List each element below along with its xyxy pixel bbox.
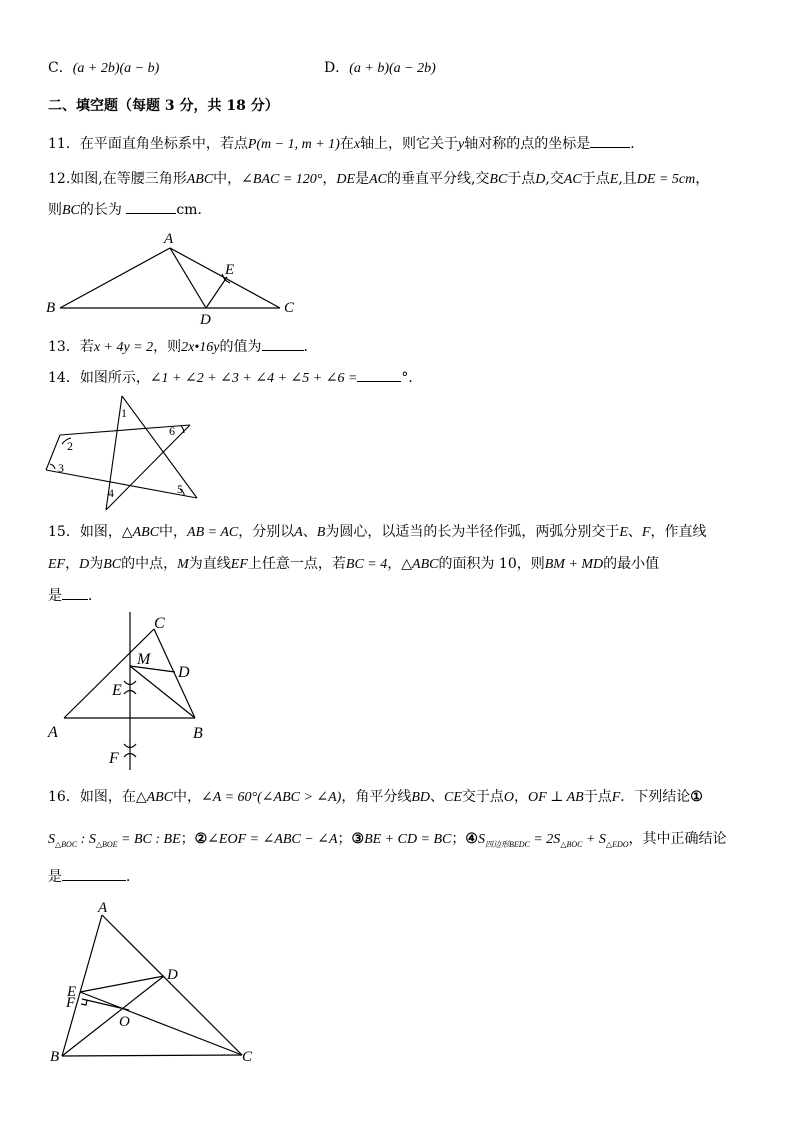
- answer-blank[interactable]: [357, 367, 401, 382]
- label-c: C: [154, 615, 165, 632]
- question-15-line3: 是 ．: [48, 585, 102, 606]
- angle-label-4: 4: [108, 486, 114, 500]
- section-title: 二、填空题（每题 3 分，共 18 分）: [48, 98, 279, 114]
- label-a: A: [164, 231, 174, 247]
- segment-bd: [62, 976, 164, 1056]
- label-c: C: [284, 300, 295, 316]
- segment-of: [82, 999, 129, 1010]
- question-15-line2: EF，D为BC的中点，M为直线EF上任意一点，若BC = 4，△ABC的面积为 10，则BM + MD的最小值: [48, 556, 660, 572]
- question-16: 16．如图，在△ABC中，∠A = 60°(∠ABC > ∠A)，角平分线BD、CE交于点O，OF ⊥ AB于点F．下列结论①: [48, 789, 703, 805]
- label-d: D: [178, 664, 190, 681]
- question-14: 14．如图所示，∠1 + ∠2 + ∠3 + ∠4 + ∠5 + ∠6 = °．: [48, 367, 422, 389]
- segment-ad: [170, 248, 206, 308]
- label-e: E: [112, 682, 122, 699]
- figure-12: [40, 228, 310, 328]
- label-o: O: [119, 1014, 130, 1030]
- label-m: M: [137, 651, 151, 668]
- question-15: 15．如图，△ABC中，AB = AC，分别以A、B为圆心，以适当的长为半径作弧，两弧分别交于E、F，作直线: [48, 524, 707, 540]
- question-11: 11．在平面直角坐标系中，若点P(m − 1, m + 1)在x轴上，则它关于y轴对称的点的坐标是 ．: [48, 133, 644, 155]
- answer-blank[interactable]: [262, 336, 304, 351]
- answer-blank[interactable]: [590, 133, 630, 148]
- question-16-line2: $S_{\triangle BOC}$ : $S_{\triangle BOE}$ = BC : BE；②∠EOF = ∠ABC − ∠A；③BE + CD = BC；$④S_{四边形BEDC} = 2S_{\triangle BOC} + S_{\triangle EDO}$，其中正确结论: [48, 831, 727, 849]
- angle-label-5: 5: [177, 482, 183, 496]
- figure-16: [40, 895, 270, 1070]
- angle-label-3: 3: [58, 461, 64, 475]
- segment-bc: [62, 1055, 242, 1056]
- label-a: A: [98, 900, 108, 916]
- label-b: B: [193, 725, 203, 742]
- angle-label-1: 1: [121, 406, 127, 420]
- figure-15: [40, 608, 220, 773]
- figure-14: [40, 392, 210, 512]
- angle-arc-3: [50, 464, 55, 469]
- label-f: F: [66, 995, 76, 1011]
- question-12: 12.如图,在等腰三角形ABC中，∠BAC = 120°，DE是AC的垂直平分线,交BC于点D,交AC于点E,且DE = 5cm，: [48, 171, 710, 187]
- segment-ab: [60, 248, 170, 308]
- option-d: D．(a + b)(a − 2b): [324, 60, 436, 76]
- label-e: E: [67, 984, 77, 1000]
- label-b: B: [46, 300, 56, 316]
- answer-blank[interactable]: [126, 199, 176, 214]
- right-angle-mark-f: [81, 1000, 87, 1005]
- answer-blank[interactable]: [62, 866, 126, 881]
- label-d: D: [167, 967, 178, 983]
- label-c: C: [242, 1049, 253, 1065]
- angle-label-2: 2: [67, 439, 73, 453]
- label-a: A: [48, 724, 58, 741]
- segment-ed: [80, 976, 164, 992]
- label-e: E: [225, 262, 235, 278]
- segment-star-3: [106, 425, 190, 510]
- segment-ac: [102, 915, 242, 1055]
- question-16-line3: 是 ．: [48, 866, 140, 887]
- question-12-line2: 则BC的长为 cm．: [48, 199, 211, 221]
- label-f: F: [109, 750, 119, 767]
- answer-blank[interactable]: [62, 585, 88, 600]
- question-13: 13．若x + 4y = 2，则2x•16y的值为 ．: [48, 336, 318, 358]
- segment-de: [206, 277, 227, 308]
- option-c: C．(a + 2b)(a − b): [48, 60, 160, 76]
- angle-label-6: 6: [169, 424, 175, 438]
- label-d: D: [200, 312, 211, 328]
- segment-ac: [64, 629, 154, 718]
- label-b: B: [50, 1049, 60, 1065]
- segment-ac: [170, 248, 280, 308]
